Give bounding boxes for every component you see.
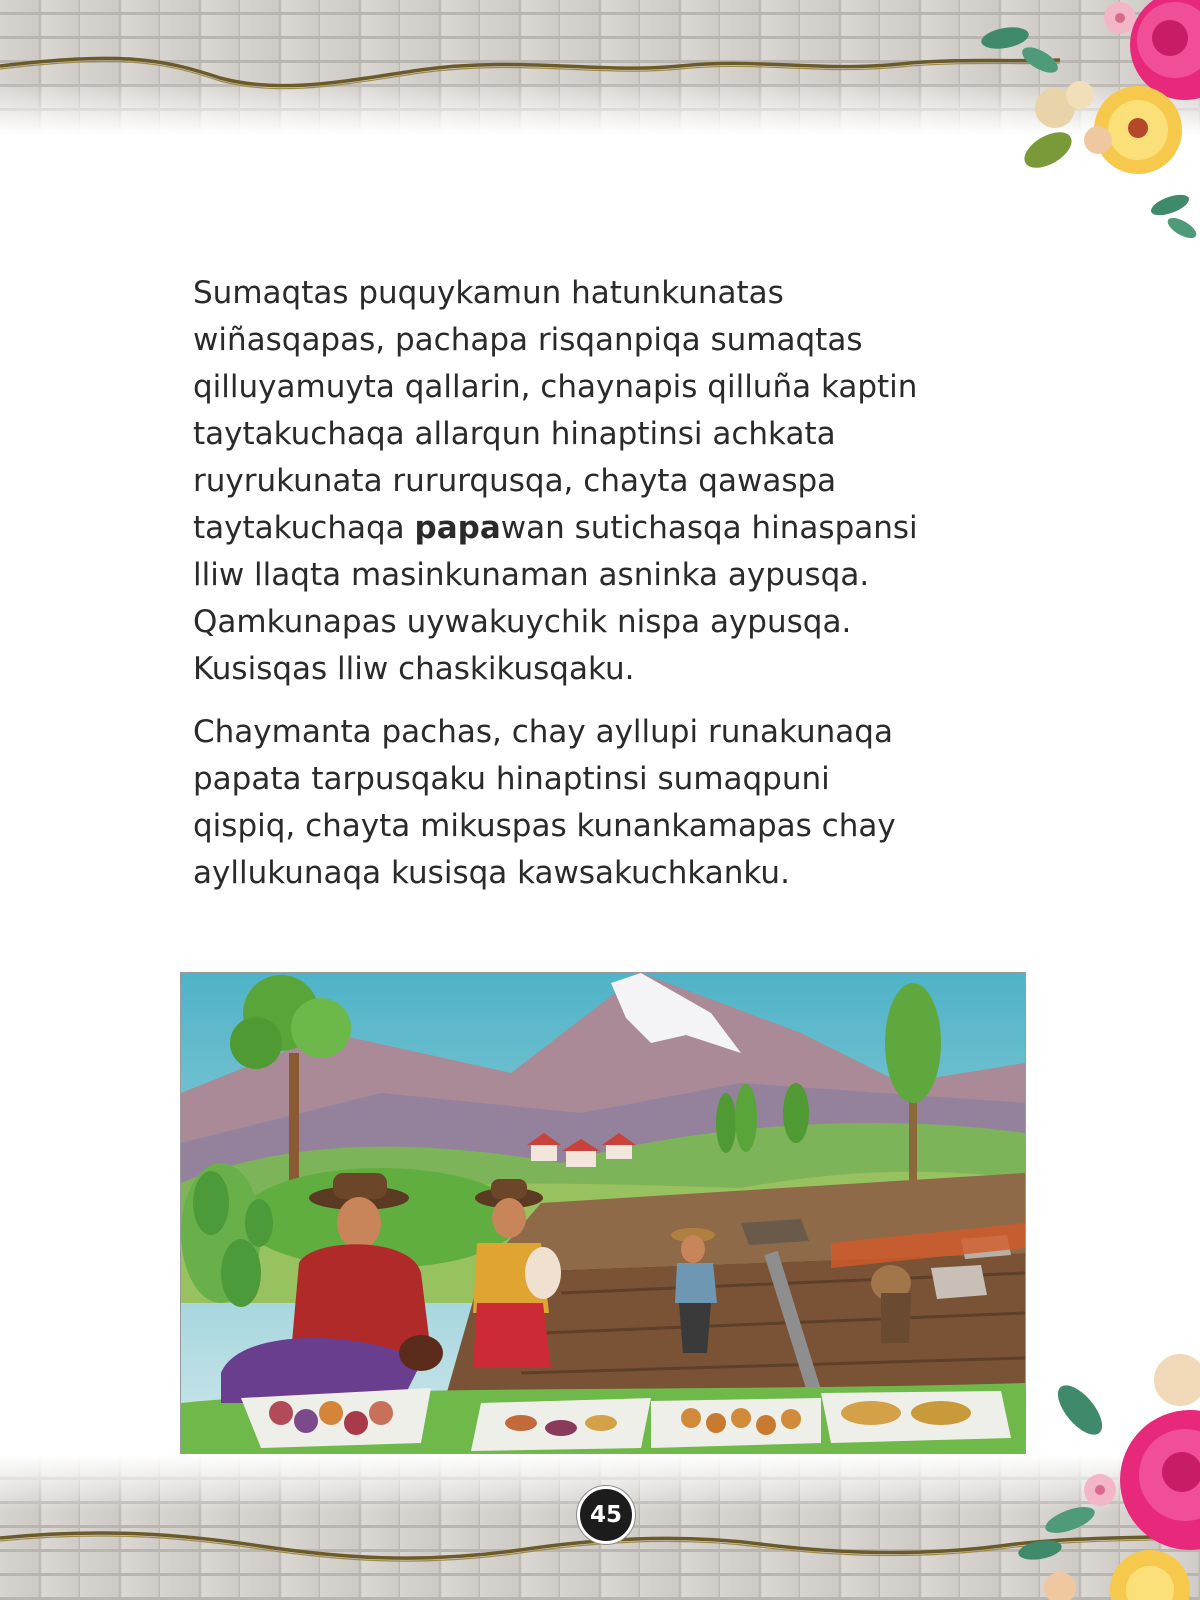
text-line — [193, 411, 1013, 458]
text-run: qispiq, chayta mikuspas kunankamapas chay — [193, 808, 896, 844]
text-line — [193, 552, 1013, 599]
text-run: Sumaqtas puquykamun hatunkunatas — [193, 275, 784, 311]
text-line — [193, 756, 1013, 803]
page-number: 45 — [589, 1502, 622, 1528]
text-run: wan sutichasqa hinaspansi — [500, 510, 918, 546]
text-line — [193, 270, 1013, 317]
paragraph-2 — [193, 709, 1013, 897]
text-run: Kusisqas lliw chaskikusqaku. — [193, 651, 635, 687]
text-run: taytakuchaqa — [193, 510, 415, 546]
page-number-badge — [577, 1486, 635, 1544]
text-run: lliw llaqta masinkunaman asninka aypusqa. — [193, 557, 870, 593]
text-line — [193, 850, 1013, 897]
text-line — [193, 458, 1013, 505]
text-line — [193, 599, 1013, 646]
text-line — [193, 317, 1013, 364]
story-text — [193, 270, 1013, 913]
text-line — [193, 803, 1013, 850]
text-run: ruyrukunata rururqusqa, chayta qawaspa — [193, 463, 837, 499]
text-run: qilluyamuyta qallarin, chaynapis qilluña kaptin — [193, 369, 918, 405]
text-run: taytakuchaqa allarqun hinaptinsi achkata — [193, 416, 836, 452]
paragraph-1 — [193, 270, 1013, 693]
text-line — [193, 709, 1013, 756]
text-line — [193, 364, 1013, 411]
stone-wall-top-banner — [0, 0, 1200, 135]
text-run: ayllukunaqa kusisqa kawsakuchkanku. — [193, 855, 790, 891]
text-run: wiñasqapas, pachapa risqanpiqa sumaqtas — [193, 322, 863, 358]
farming-illustration — [180, 972, 1026, 1454]
text-run: Chaymanta pachas, chay ayllupi runakunaqa — [193, 714, 893, 750]
text-run: papata tarpusqaku hinaptinsi sumaqpuni — [193, 761, 830, 797]
bold-word: papa — [414, 510, 501, 546]
text-line — [193, 505, 1013, 552]
text-line — [193, 646, 1013, 693]
text-run: Qamkunapas uywakuychik nispa aypusqa. — [193, 604, 852, 640]
